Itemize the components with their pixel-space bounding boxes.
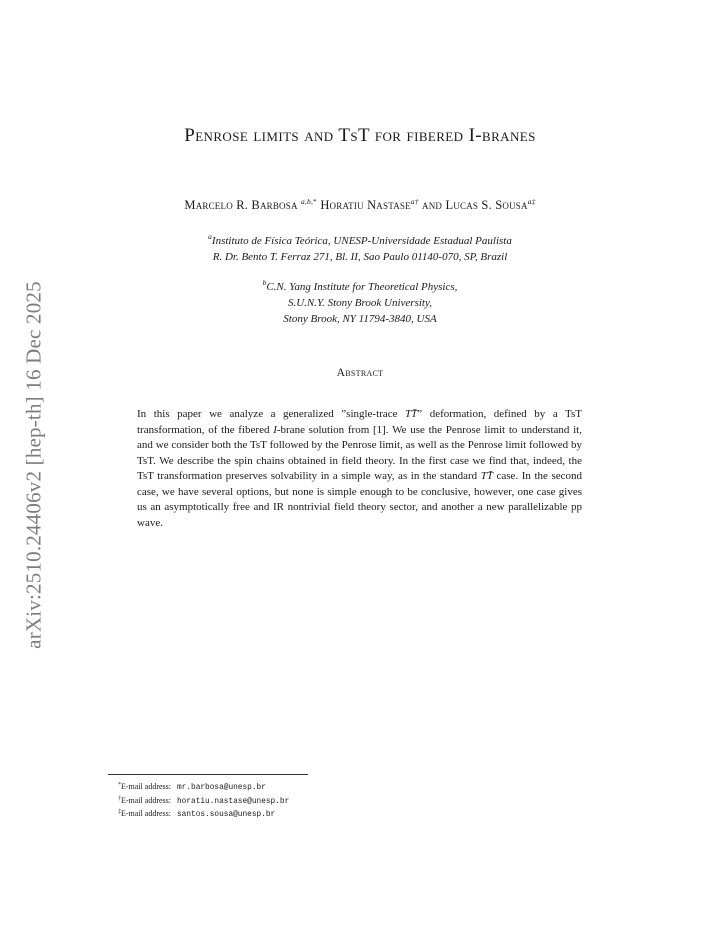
footnote-label: E-mail address: [121,795,171,805]
author-name: Horatiu Nastase [320,198,411,212]
abstract-heading: Abstract [336,367,384,379]
author-conjunction: and [422,198,443,212]
affiliation-line: R. Dr. Bento T. Ferraz 271, Bl. II, Sao Paulo 01140-070, SP, Brazil [212,251,508,263]
author-affiliation-mark: a† [410,197,419,206]
footnote-mark: * [118,782,121,788]
footnote-label: E-mail address: [121,809,171,818]
author-name: Lucas S. Sousa [445,198,528,212]
email-link[interactable]: santos.sousa@unesp.br [176,811,276,819]
affiliation-mark: a [208,232,212,241]
affiliation-mark: b [262,278,267,287]
author-affiliation-mark: a,b [300,197,311,206]
footnote-mark: ‡ [118,809,121,815]
author-list [0,198,720,213]
author-affiliation-mark: a‡ [527,197,536,206]
footnotes [118,781,289,822]
affiliation-a [0,233,720,265]
abstract-segment: ” deformation, defined by a TsT transformation, of the fibered [137,408,582,436]
footnote-mark: † [118,795,121,802]
footnote-label: E-mail address: [121,782,171,791]
arxiv-identifier: arXiv:2510.24406v2 [hep-th] 16 Dec 2025 [21,281,46,649]
affiliation-text: C.N. Yang Institute for Theoretical Physics, [266,281,458,293]
footnote [118,808,289,822]
affiliation-text: Instituto de Física Teórica, UNESP-Universidade Estadual Paulista [211,235,512,247]
footnote [118,781,289,795]
email-link[interactable]: horatiu.nastase@unesp.br [176,797,290,806]
affiliation-line [0,233,720,249]
abstract-math: TT̄ [480,470,493,482]
author-footnote-mark: ,* [310,197,317,206]
abstract-segment: -brane solution from [1]. We use the Penrose limit to understand it, and we consider both the TsT followed by the Penrose limit, as well as the Penrose limit followed by TsT. We describe the spin chains obtained in field theory. In the first case we find that, indeed, the TsT transformation preserves solvability in a simple way, as in the standard [137,423,582,482]
abstract-segment: case. In the second case, we have several options, but none is simple enough to be conclusive, however, one case gives us an asymptotically free and IR nontrivial field theory sector, and another a new parallelizable pp wave. [137,470,582,529]
paper-title: Penrose limits and TsT for fibered I-branes [184,125,536,146]
abstract-text [137,407,582,531]
footnote-rule [108,774,308,775]
affiliation-line: Stony Brook, NY 11794-3840, USA [283,313,437,325]
author-name: Marcelo R. Barbosa [184,198,298,212]
affiliation-b [0,279,720,327]
abstract-segment: In this paper we analyze a generalized ”single-trace [137,408,406,420]
footnote [118,795,289,809]
affiliation-line: S.U.N.Y. Stony Brook University, [287,297,432,309]
abstract-math: TT̄ [405,408,418,420]
email-link[interactable]: mr.barbosa@unesp.br [176,784,266,792]
affiliation-line [0,279,720,295]
abstract-math: I [273,423,277,436]
